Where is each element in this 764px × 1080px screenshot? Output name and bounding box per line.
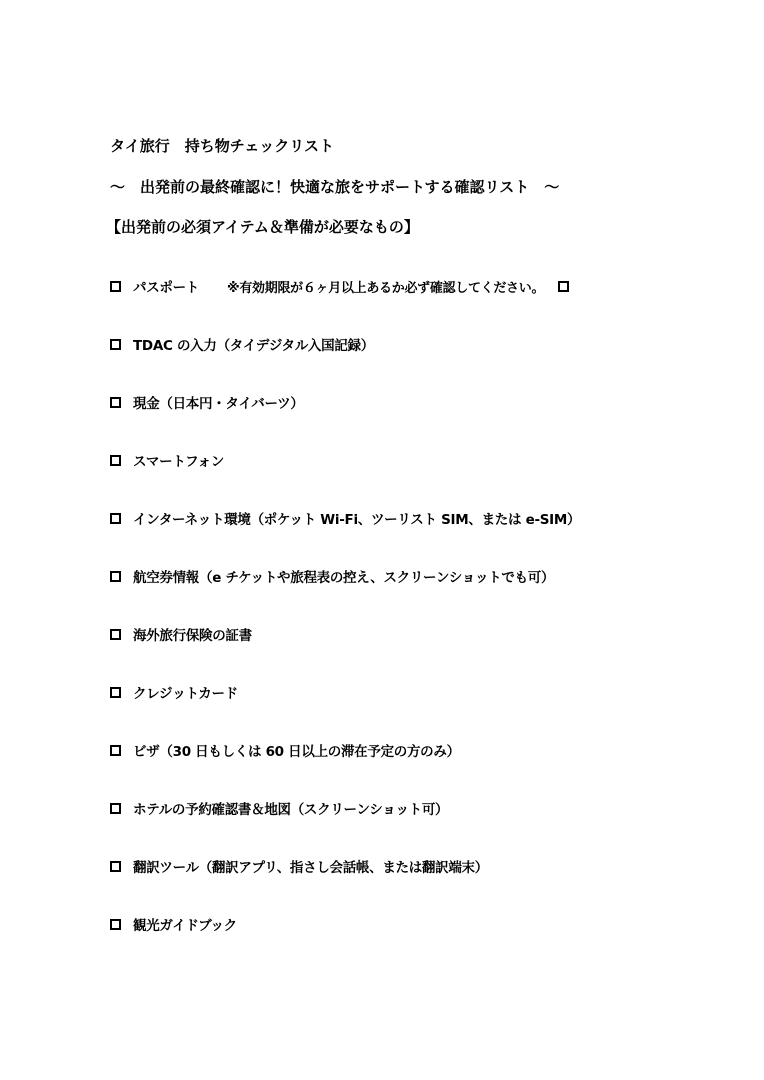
checkbox[interactable] xyxy=(110,571,121,582)
checkbox[interactable] xyxy=(110,803,121,814)
checkbox[interactable] xyxy=(110,281,121,292)
checklist-item-label: 翻訳ツール（翻訳アプリ、指さし会話帳、または翻訳端末） xyxy=(133,860,488,876)
checklist-item-hotel xyxy=(110,798,448,818)
checklist-item-smartphone xyxy=(110,450,224,470)
checklist-item-label: ビザ（30 日もしくは 60 日以上の滞在予定の方のみ） xyxy=(133,744,460,760)
section-heading: 【出発前の必須アイテム＆準備が必要なもの】 xyxy=(106,218,419,236)
checklist-item-label: スマートフォン xyxy=(133,454,225,470)
checklist-item-label: クレジットカード xyxy=(133,686,238,702)
checkbox[interactable] xyxy=(110,339,121,350)
checklist-item-passport xyxy=(110,276,569,296)
checklist-item-label: ホテルの予約確認書＆地図（スクリーンショット可） xyxy=(133,802,449,818)
checklist-item-note: ※有効期限が６ヶ月以上あるか必ず確認してください。 xyxy=(227,280,545,296)
checklist-item-cash xyxy=(110,392,304,412)
checklist-item-flight-info xyxy=(110,566,554,586)
checklist-item-tdac xyxy=(110,334,374,354)
checklist-item-label: 航空券情報（e チケットや旅程表の控え、スクリーンショットでも可） xyxy=(133,570,555,586)
checkbox[interactable] xyxy=(558,281,569,292)
checkbox[interactable] xyxy=(110,861,121,872)
checkbox[interactable] xyxy=(110,629,121,640)
checklist-item-label: インターネット環境（ポケット Wi-Fi、ツーリスト SIM、または e-SIM） xyxy=(133,512,581,528)
checkbox[interactable] xyxy=(110,687,121,698)
checklist-item-label: パスポート xyxy=(133,280,199,296)
checklist-item-internet xyxy=(110,508,580,528)
checkbox[interactable] xyxy=(110,745,121,756)
checkbox[interactable] xyxy=(110,455,121,466)
checklist-item-label: TDAC の入力（タイデジタル入国記録） xyxy=(133,338,374,354)
checkbox[interactable] xyxy=(110,397,121,408)
document-subtitle: ～ 出発前の最終確認に！快適な旅をサポートする確認リスト ～ xyxy=(110,178,560,196)
checklist-item-translation xyxy=(110,856,488,876)
checkbox[interactable] xyxy=(110,919,121,930)
checklist-item-label: 現金（日本円・タイバーツ） xyxy=(133,396,304,412)
checklist-item-guidebook xyxy=(110,914,237,934)
checklist-item-credit-card xyxy=(110,682,238,702)
checkbox[interactable] xyxy=(110,513,121,524)
checklist-item-insurance xyxy=(110,624,252,644)
checklist-item-visa xyxy=(110,740,460,760)
checklist-item-label: 海外旅行保険の証書 xyxy=(133,628,252,644)
document-title: タイ旅行 持ち物チェックリスト xyxy=(110,137,334,155)
checklist-item-label: 観光ガイドブック xyxy=(133,918,237,934)
